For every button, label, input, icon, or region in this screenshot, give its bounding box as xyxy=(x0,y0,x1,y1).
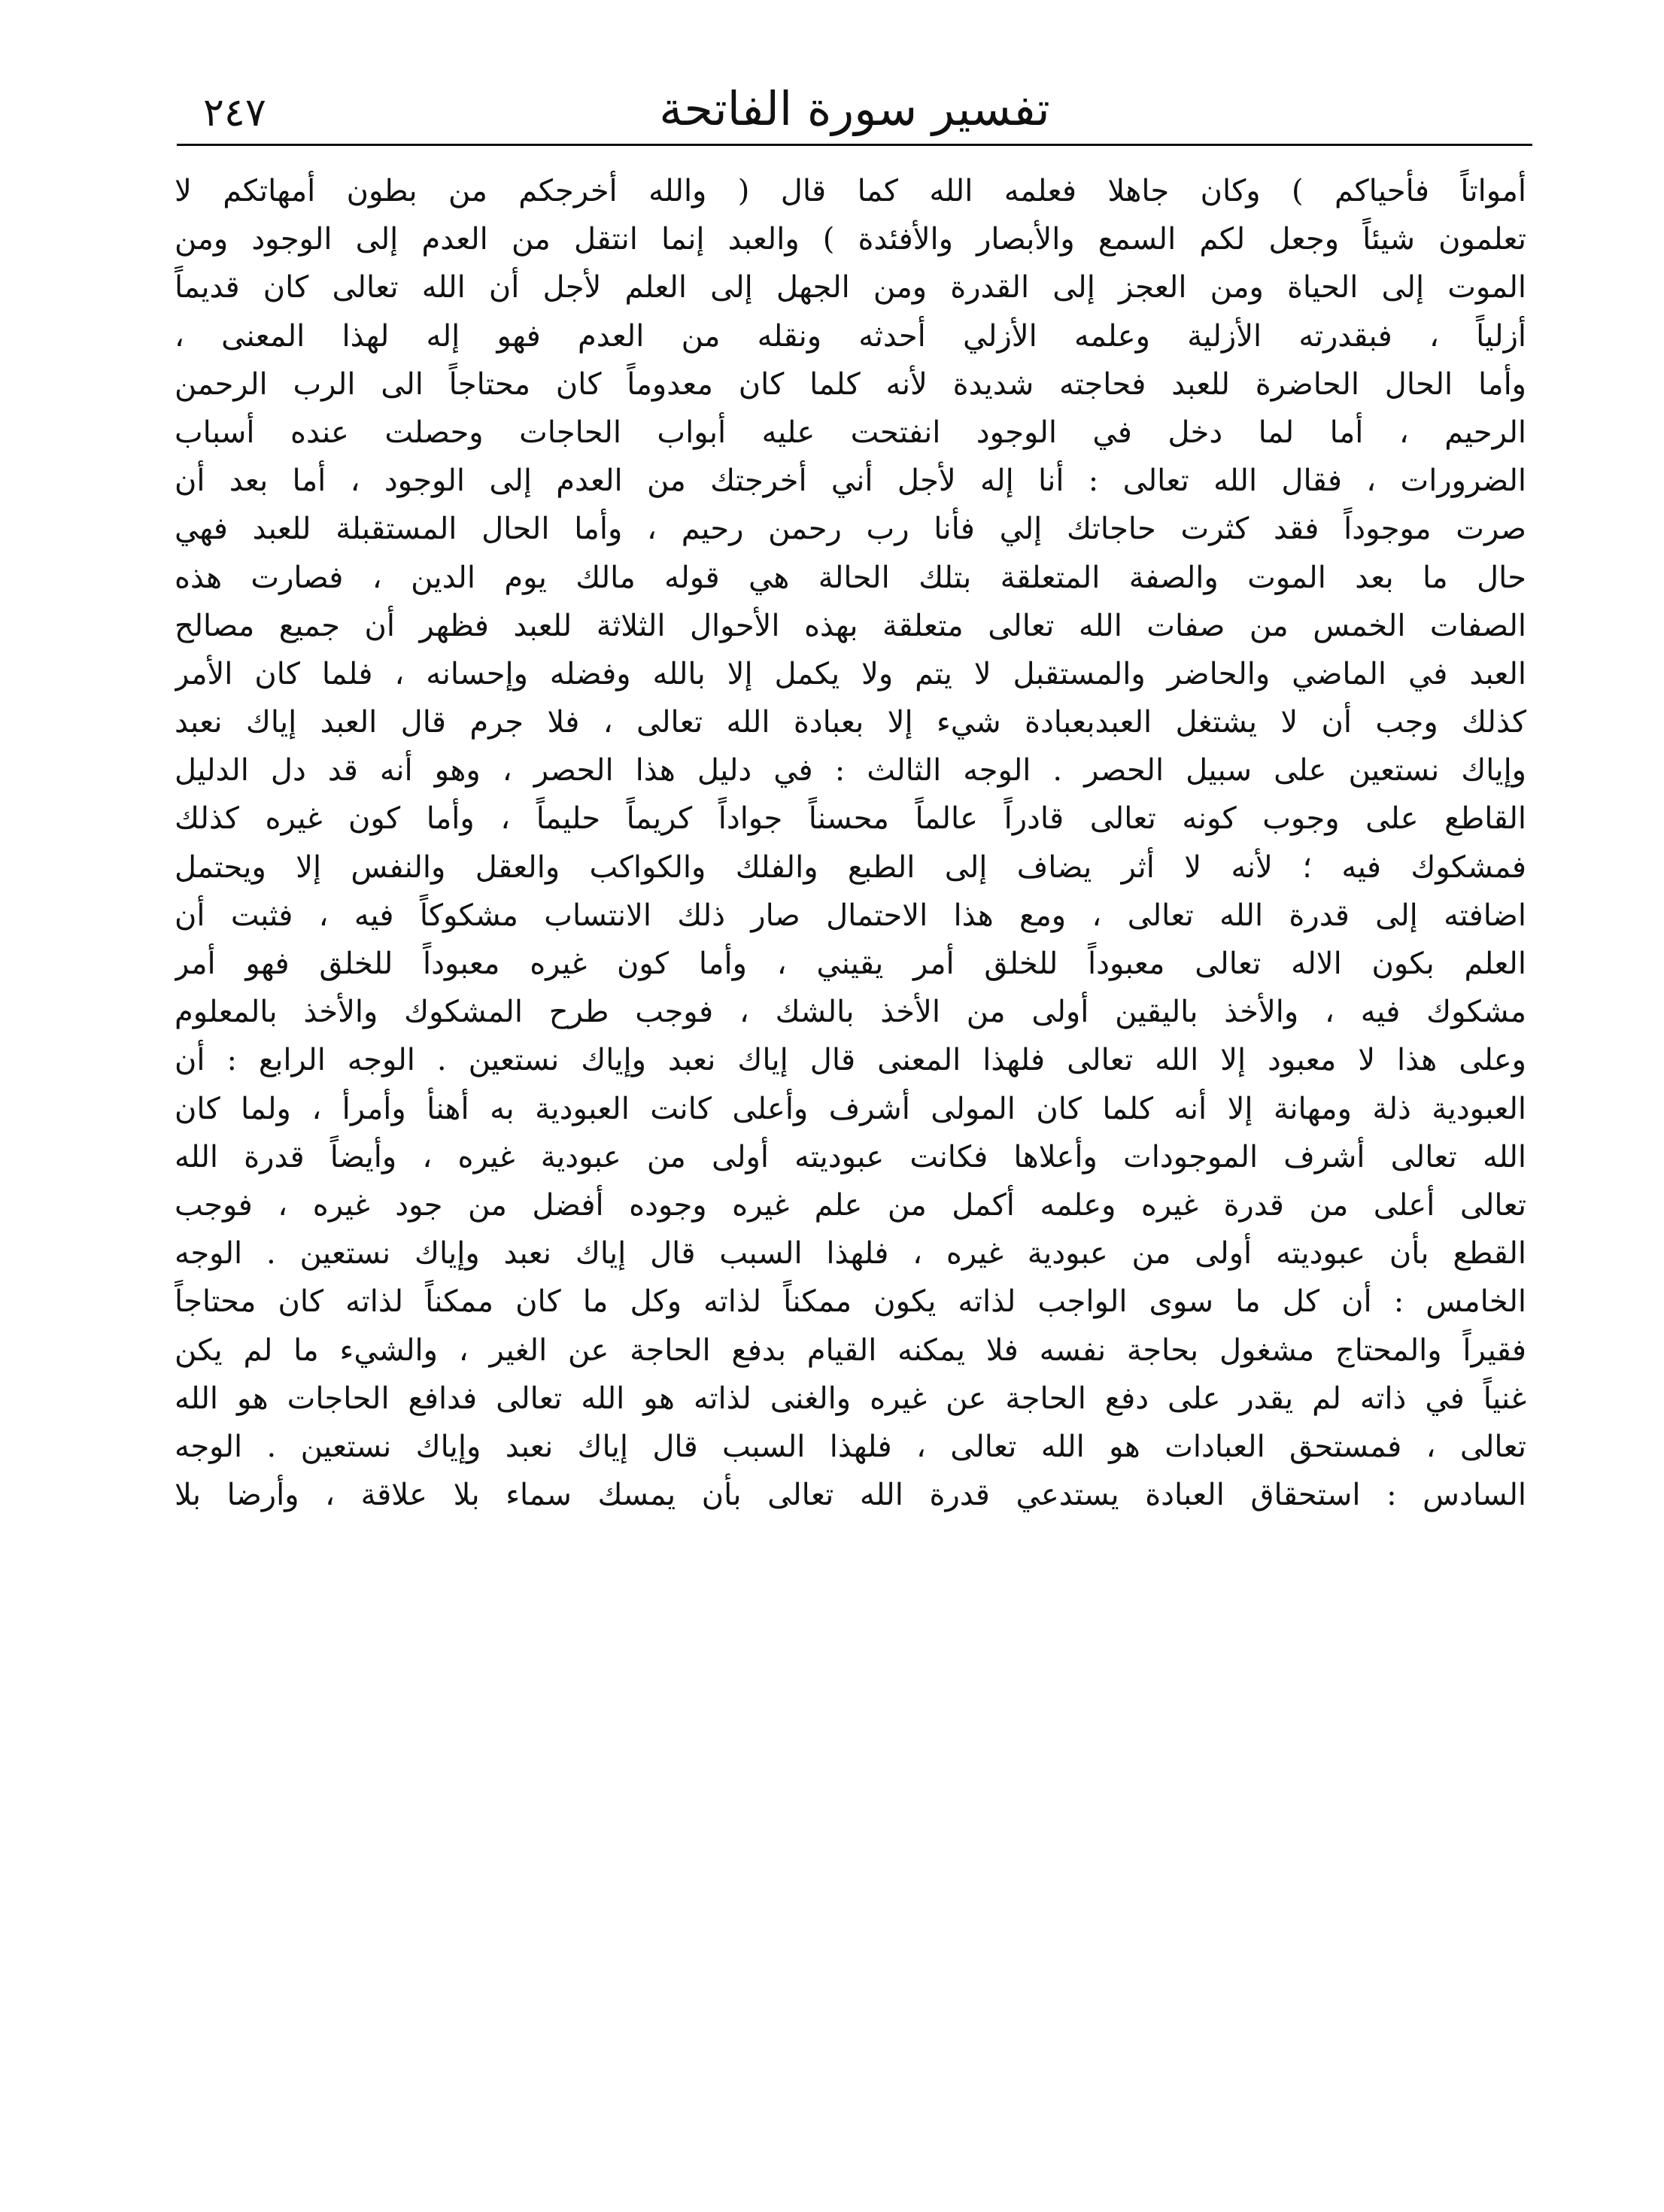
text-line: الله تعالى أشرف الموجودات وأعلاها فكانت عبوديته أولى من عبودية غيره ، وأيضاً قدرة الله xyxy=(175,1139,1526,1174)
text-line: الخامس : أن كل ما سوى الواجب لذاته يكون ممكناً لذاته وكل ما كان ممكناً لذاته كان محتاجاً xyxy=(175,1284,1526,1320)
page-number: ٢٤٧ xyxy=(203,90,266,135)
text-line: تعلمون شيئاً وجعل لكم السمع والأبصار والأفئدة ) والعبد إنما انتقل من العدم إلى الوجود ومن xyxy=(175,222,1526,257)
text-line: تعالى أعلى من قدرة غيره وعلمه أكمل من علم غيره وجوده أفضل من جود غيره ، فوجب xyxy=(175,1187,1526,1223)
text-line: وأما الحال الحاضرة للعبد فحاجته شديدة لأنه كلما كان معدوماً كان محتاجاً الى الرب الرحمن xyxy=(175,366,1526,402)
text-line: الصفات الخمس من صفات الله تعالى متعلقة بهذه الأحوال الثلاثة للعبد فظهر أن جميع مصالح xyxy=(175,608,1526,643)
text-line: العبودية ذلة ومهانة إلا أنه كلما كان المولى أشرف وأعلى كانت العبودية به أهنأ وأمرأ ، ولما كان xyxy=(175,1091,1526,1126)
text-line: القطع بأن عبوديته أولى من عبودية غيره ، فلهذا السبب قال إياك نعبد وإياك نستعين . الوجه xyxy=(175,1236,1526,1272)
text-line: غنياً في ذاته لم يقدر على دفع الحاجة عن غيره والغنى لذاته هو الله تعالى فدافع الحاجات هو الله xyxy=(175,1381,1526,1416)
text-line: تعالى ، فمستحق العبادات هو الله تعالى ، فلهذا السبب قال إياك نعبد وإياك نستعين . الوجه xyxy=(175,1429,1526,1464)
text-line: أمواتاً فأحياكم ) وكان جاهلا فعلمه الله كما قال ( والله أخرجكم من بطون أمهاتكم لا xyxy=(175,174,1526,208)
text-line: فمشكوك فيه ؛ لأنه لا أثر يضاف إلى الطبع والفلك والكواكب والعقل والنفس إلا ويحتمل xyxy=(175,849,1526,885)
text-line: السادس : استحقاق العبادة يستدعي قدرة الله تعالى بأن يمسك سماء بلا علاقة ، وأرضا بلا xyxy=(175,1478,1526,1513)
text-line: الرحيم ، أما لما دخل في الوجود انفتحت عليه أبواب الحاجات وحصلت عنده أسباب xyxy=(175,415,1526,450)
text-line: الموت إلى الحياة ومن العجز إلى القدرة ومن الجهل إلى العلم لأجل أن الله تعالى كان قديماً xyxy=(175,270,1526,305)
text-line: وعلى هذا لا معبود إلا الله تعالى فلهذا المعنى قال إياك نعبد وإياك نستعين . الوجه الرابع : أن xyxy=(175,1043,1526,1078)
body-text xyxy=(175,167,1526,1519)
text-line: وإياك نستعين على سبيل الحصر . الوجه الثالث : في دليل هذا الحصر ، وهو أنه قد دل الدليل xyxy=(175,753,1526,788)
header-rule xyxy=(177,144,1532,146)
running-header xyxy=(177,71,1532,147)
text-line: القاطع على وجوب كونه تعالى قادراً عالماً محسناً جواداً كريماً حليماً ، وأما كون غيره كذلك xyxy=(175,801,1526,837)
text-line: اضافته إلى قدرة الله تعالى ، ومع هذا الاحتمال صار ذلك الانتساب مشكوكاً فيه ، فثبت أن xyxy=(175,898,1526,933)
text-line: حال ما بعد الموت والصفة المتعلقة بتلك الحالة هي قوله مالك يوم الدين ، فصارت هذه xyxy=(175,560,1526,595)
text-line: مشكوك فيه ، والأخذ باليقين أولى من الأخذ بالشك ، فوجب طرح المشكوك والأخذ بالمعلوم xyxy=(175,995,1526,1030)
text-line: فقيراً والمحتاج مشغول بحاجة نفسه فلا يمكنه القيام بدفع الحاجة عن الغير ، والشيء ما لم يكن xyxy=(175,1332,1526,1368)
text-line: الضرورات ، فقال الله تعالى : أنا إله لأجل أني أخرجتك من العدم إلى الوجود ، أما بعد أن xyxy=(175,463,1526,499)
header-title: تفسير سورة الفاتحة xyxy=(659,81,1050,136)
text-line: أزلياً ، فبقدرته الأزلية وعلمه الأزلي أحدثه ونقله من العدم فهو إله لهذا المعنى ، xyxy=(175,318,1526,354)
text-line: العبد في الماضي والحاضر والمستقبل لا يتم ولا يكمل إلا بالله وفضله وإحسانه ، فلما كان الأمر xyxy=(175,656,1526,691)
text-line: العلم بكون الاله تعالى معبوداً للخلق أمر يقيني ، وأما كون غيره معبوداً للخلق فهو أمر xyxy=(175,946,1526,981)
text-line: كذلك وجب أن لا يشتغل العبدبعبادة شيء إلا بعبادة الله تعالى ، فلا جرم قال العبد إياك نعبد xyxy=(175,705,1526,740)
text-line: صرت موجوداً فقد كثرت حاجاتك إلي فأنا رب رحمن رحيم ، وأما الحال المستقبلة للعبد فهي xyxy=(175,512,1526,547)
